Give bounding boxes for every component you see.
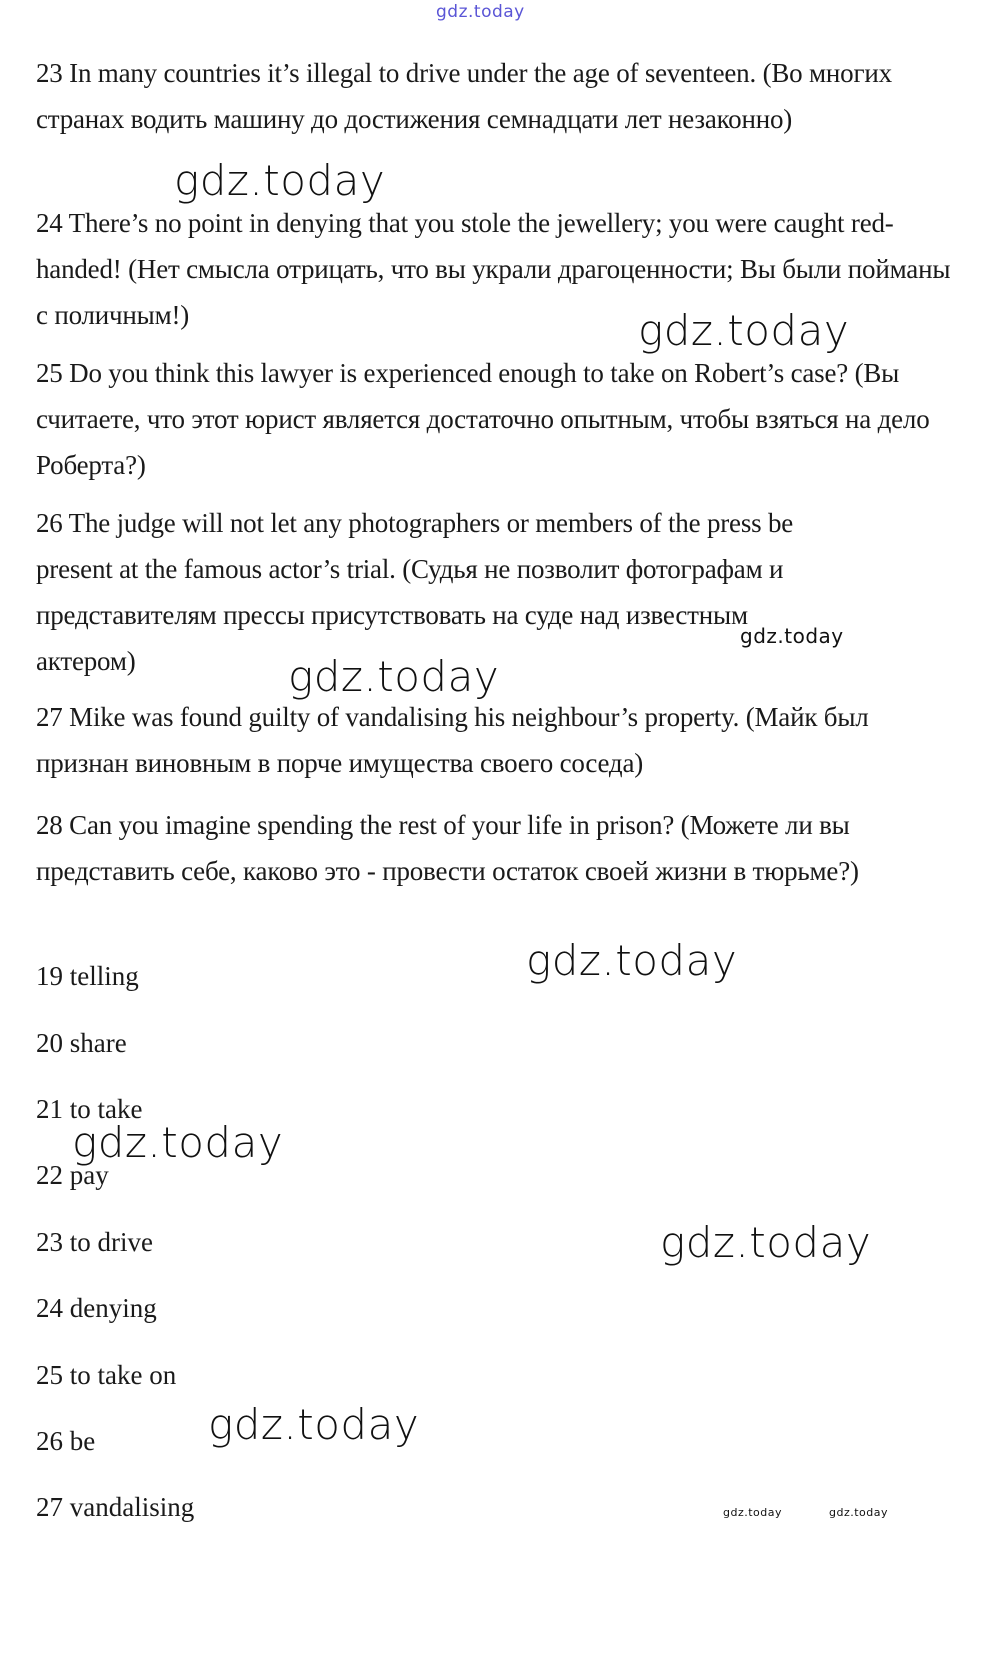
answer-26: 26 be <box>36 1426 96 1456</box>
watermark: gdz.today <box>288 652 500 701</box>
paragraph-26: 26 The judge will not let any photographers or members of the press be present at the famous actor’s trial. (Судья не позволит фотографам и представителям прессы присутствовать на суде над известным актером) <box>36 508 794 676</box>
paragraph-23: 23 In many countries it’s illegal to drive under the age of seventeen. (Во многих странах водить машину до достижения семнадцати лет незаконно) <box>36 58 892 134</box>
answer-24: 24 denying <box>36 1293 157 1323</box>
watermark: gdz.today <box>638 306 850 355</box>
answer-27: 27 vandalising <box>36 1492 195 1522</box>
paragraph-24: 24 There’s no point in denying that you stole the jewellery; you were caught red-handed! (Нет смысла отрицать, что вы украли драгоценности; Вы были пойманы с поличным!) <box>36 208 951 330</box>
watermark: gdz.today <box>72 1118 284 1167</box>
watermark: gdz.today <box>526 936 738 985</box>
watermark: gdz.today <box>723 1506 783 1519</box>
answer-25: 25 to take on <box>36 1360 177 1390</box>
watermark: gdz.today <box>174 156 386 205</box>
watermark: gdz.today <box>740 624 844 648</box>
answer-20: 20 share <box>36 1028 127 1058</box>
watermark-top: gdz.today <box>436 2 525 22</box>
answer-23: 23 to drive <box>36 1227 153 1257</box>
paragraph-28: 28 Can you imagine spending the rest of your life in prison? (Можете ли вы представить себе, каково это - провести остаток своей жизни в тюрьме?) <box>36 810 859 886</box>
paragraph-27: 27 Mike was found guilty of vandalising his neighbour’s property. (Майк был признан виновным в порче имущества своего соседа) <box>36 702 869 778</box>
answer-21: 21 to take <box>36 1094 143 1124</box>
paragraph-25: 25 Do you think this lawyer is experienced enough to take on Robert’s case? (Вы считаете, что этот юрист является достаточно опытным, чтобы взяться на дело Роберта?) <box>36 358 930 480</box>
watermark: gdz.today <box>829 1506 889 1519</box>
answer-19: 19 telling <box>36 961 139 991</box>
watermark: gdz.today <box>660 1218 872 1267</box>
watermark: gdz.today <box>208 1400 420 1449</box>
answer-22: 22 pay <box>36 1160 109 1190</box>
